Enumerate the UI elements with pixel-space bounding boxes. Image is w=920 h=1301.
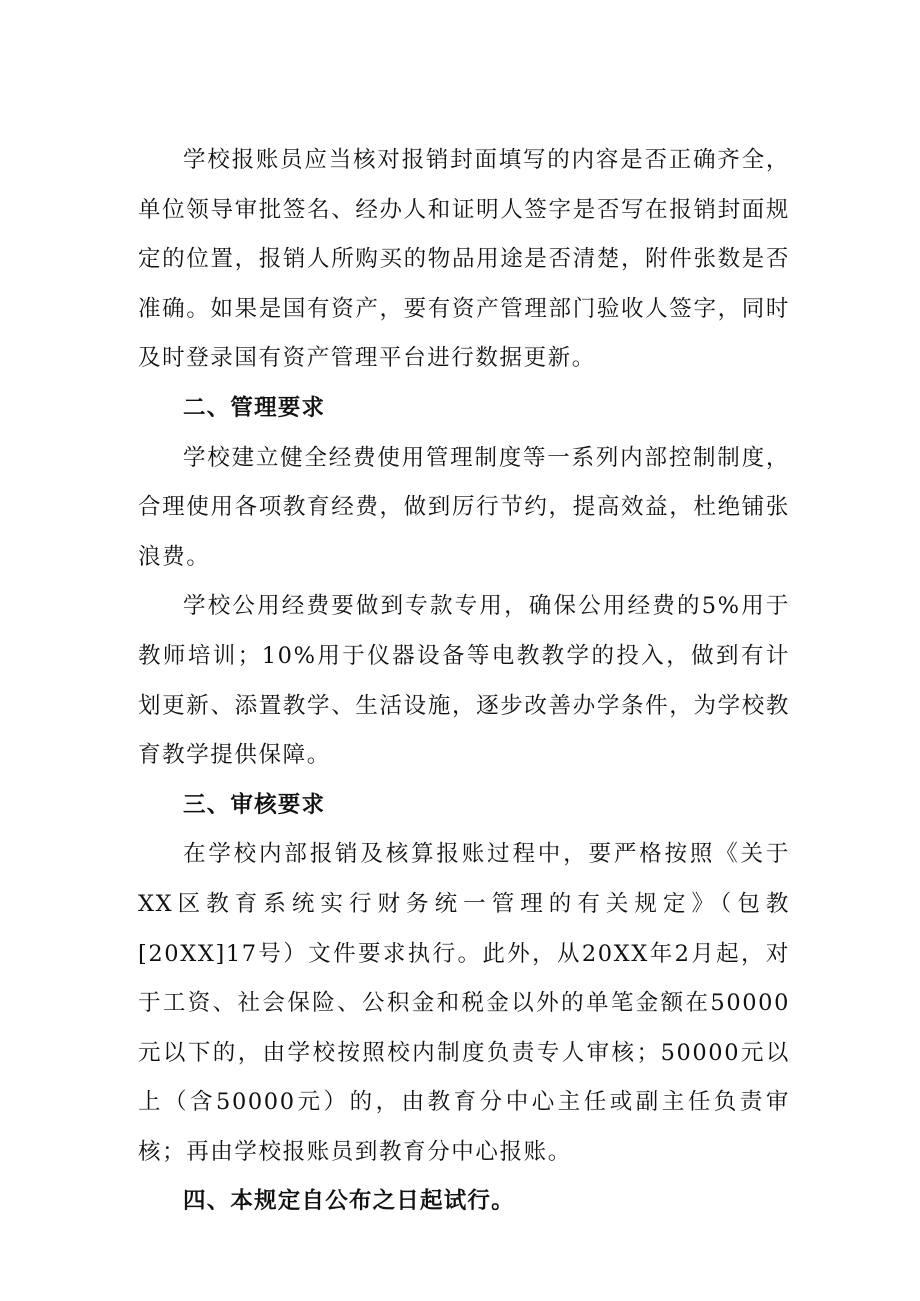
document-page (138, 136, 790, 1227)
paragraph-internal-control: 学校建立健全经费使用管理制度等一系列内部控制制度，合理使用各项教育经费，做到厉行节约，提高效益，杜绝铺张浪费。 (138, 444, 790, 570)
paragraph-public-funds: 学校公用经费要做到专款专用，确保公用经费的5%用于教师培训；10%用于仪器设备等电教教学的投入，做到有计划更新、添置教学、生活设施，逐步改善办学条件，为学校教育教学提供保障。 (138, 593, 790, 769)
paragraph-reimbursement-check: 学校报账员应当核对报销封面填写的内容是否正确齐全，单位领导审批签名、经办人和证明人签字是否写在报销封面规定的位置，报销人所购买的物品用途是否清楚，附件张数是否准确。如果是国有资产，要有资产管理部门验收人签字，同时及时登录国有资产管理平台进行数据更新。 (138, 147, 790, 372)
section-heading-effective-date: 四、本规定自公布之日起试行。 (183, 1188, 515, 1215)
section-heading-management-requirements: 二、管理要求 (183, 394, 326, 421)
section-heading-audit-requirements: 三、审核要求 (183, 791, 326, 818)
paragraph-audit-process: 在学校内部报销及核算报账过程中，要严格按照《关于XX区教育系统实行财务统一管理的有关规定》（包教[20XX]17号）文件要求执行。此外，从20XX年2月起，对于工资、社会保险、公积金和税金以外的单笔金额在50000元以下的，由学校按照校内制度负责专人审核；50000元以上（含50000元）的，由教育分中心主任或副主任负责审核；再由学校报账员到教育分中心报账。 (138, 841, 790, 1165)
